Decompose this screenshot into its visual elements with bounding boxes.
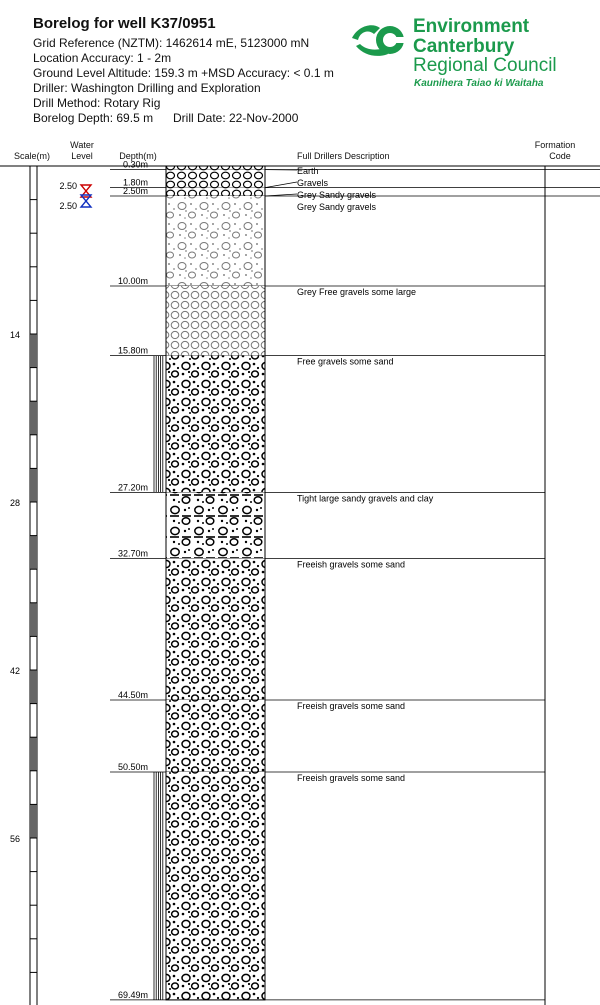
logo-tagline: Kaunihera Taiao ki Waitaha (414, 78, 544, 89)
depth-label: 32.70m (117, 548, 148, 559)
layer-description: Tight large sandy gravels and clay (297, 493, 434, 504)
formation-header-line1: Formation (534, 140, 576, 150)
depth-label: 10.00m (117, 276, 148, 286)
borelog-depth: Borelog Depth: 69.5 m (33, 111, 154, 125)
lithology-layer (166, 166, 265, 170)
drill-method: Drill Method: Rotary Rig (33, 96, 161, 110)
lithology-layer (166, 188, 265, 196)
depth-label: 50.50m (117, 762, 148, 772)
depth-label: 15.80m (117, 345, 148, 356)
scale-label: 42 (9, 666, 21, 676)
depth-label: 2.50m (122, 186, 148, 196)
formation-header-line2: Code (549, 151, 571, 161)
scale-segment (30, 468, 37, 502)
layer-description: Freeish gravels some sand (297, 559, 406, 570)
layer-description: Freeish gravels some sand (297, 701, 406, 711)
scale-segment (30, 670, 37, 704)
water-level-header-line1: Water (70, 140, 94, 150)
lithology-layer (166, 286, 265, 356)
lithology-layer (166, 558, 265, 700)
lithology-layer (166, 170, 265, 188)
layer-description: Grey Sandy gravels (297, 202, 377, 212)
lithology-layer (166, 196, 265, 286)
scale-segment (30, 401, 37, 435)
lithology-layer (166, 356, 265, 493)
grid-reference: Grid Reference (NZTM): 1462614 mE, 5123000 mN (33, 36, 310, 50)
lithology-layer (166, 772, 265, 1000)
scale-segment (30, 536, 37, 570)
water-level-label: 2.50 (59, 181, 77, 191)
drill-date: Drill Date: 22-Nov-2000 (173, 111, 299, 125)
depth-column-header: Depth(m) (119, 151, 157, 161)
water-level-label: 2.50 (59, 201, 77, 211)
layer-description: Earth (297, 166, 319, 176)
scale-label: 56 (9, 834, 21, 844)
depth-label: 1.80m (122, 177, 148, 188)
layer-description: Grey Sandy gravels (297, 190, 377, 200)
depth-label: 0.30m (122, 159, 148, 170)
depth-label: 27.20m (117, 482, 148, 493)
water-level-header-line2: Level (71, 151, 93, 161)
lithology-layer (166, 700, 265, 772)
description-leader (265, 182, 297, 188)
logo-line-3: Regional Council (413, 55, 557, 76)
scale-label: 14 (9, 330, 21, 340)
location-accuracy: Location Accuracy: 1 - 2m (33, 51, 172, 65)
scale-segment (30, 603, 37, 637)
logo-line-2: Canterbury (413, 36, 515, 57)
layer-description: Gravels (297, 178, 329, 188)
depth-label: 69.49m (117, 989, 148, 1000)
lithology-layer (166, 492, 265, 558)
description-column-header: Full Drillers Description (297, 151, 390, 161)
scale-label: 28 (9, 498, 21, 508)
layer-description: Grey Free gravels some large (297, 287, 417, 297)
page-title: Borelog for well K37/0951 (33, 15, 216, 32)
logo-line-1: Environment (413, 16, 530, 37)
driller: Driller: Washington Drilling and Exploration (33, 81, 261, 95)
scale-column-header: Scale(m) (13, 151, 50, 161)
scale-segment (30, 804, 37, 838)
depth-label: 44.50m (117, 690, 148, 700)
layer-description: Free gravels some sand (297, 356, 394, 367)
scale-segment (30, 334, 37, 368)
layer-description: Freeish gravels some sand (297, 773, 406, 783)
ground-level-altitude: Ground Level Altitude: 159.3 m +MSD Accuracy: < 0.1 m (33, 66, 334, 80)
scale-segment (30, 737, 37, 771)
